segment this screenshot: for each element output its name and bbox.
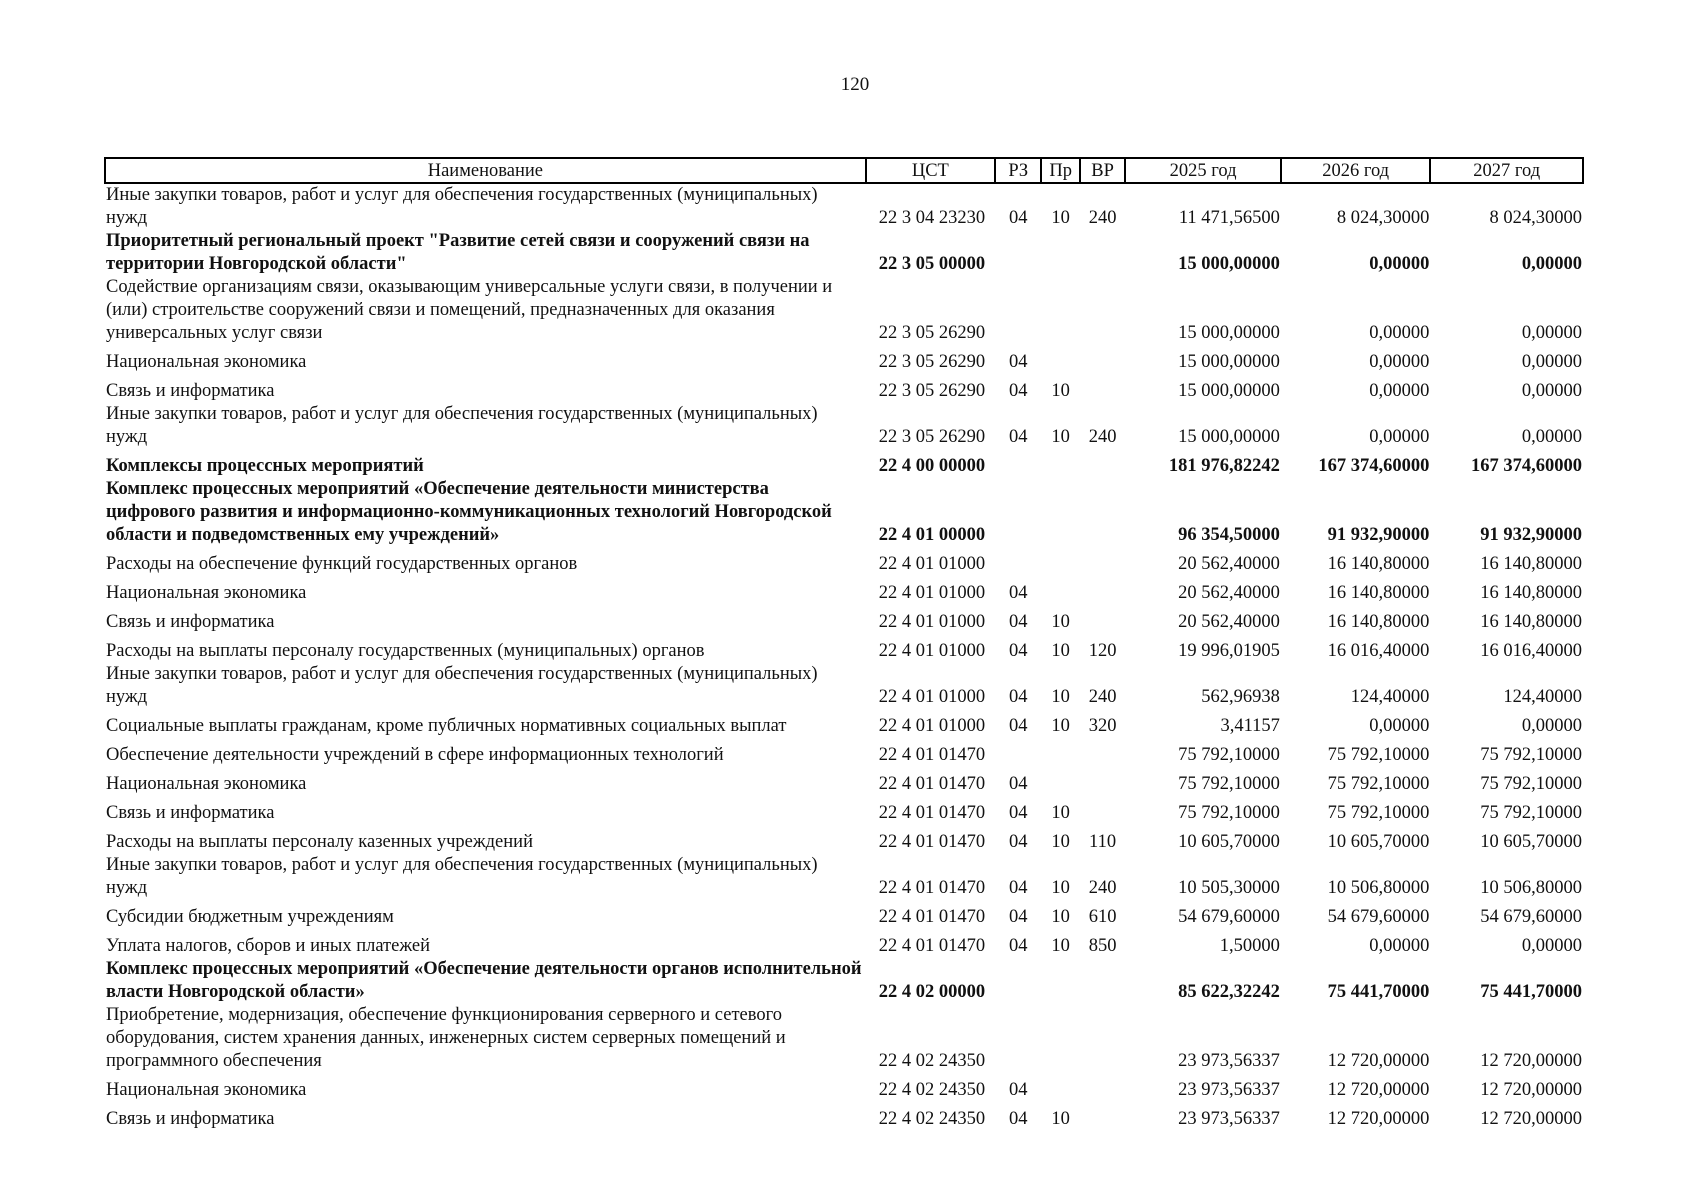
cell-vr	[1080, 1073, 1125, 1102]
cell-name: Комплекс процессных мероприятий «Обеспечение деятельности министерства цифрового развития и информационно-коммуникационных технологий Новгородской области и подведомственных ему учреждений»	[106, 479, 832, 545]
cell-pr: 10	[1051, 1109, 1070, 1129]
cell-name: Иные закупки товаров, работ и услуг для обеспечения государственных (муниципальных) нужд	[106, 855, 818, 898]
cell-2025: 23 973,56337	[1178, 1109, 1280, 1129]
table-row	[105, 345, 1583, 374]
cell-rz: 04	[1009, 907, 1028, 927]
cell-vr	[1080, 796, 1125, 825]
cell-rz: 04	[1009, 936, 1028, 956]
cell-2025: 181 976,82242	[1168, 456, 1280, 476]
cell-2026: 75 792,10000	[1327, 774, 1430, 794]
cell-cst: 22 4 01 01470	[878, 803, 986, 823]
cell-vr	[1080, 230, 1125, 276]
cell-2025: 15 000,00000	[1178, 352, 1280, 372]
cell-vr	[1080, 547, 1125, 576]
header-2026: 2026 год	[1281, 158, 1431, 183]
header-2027: 2027 год	[1430, 158, 1583, 183]
cell-cst: 22 3 04 23230	[878, 208, 986, 228]
cell-name: Социальные выплаты гражданам, кроме публичных нормативных социальных выплат	[106, 716, 787, 736]
cell-rz: 04	[1009, 208, 1028, 228]
cell-name: Комплекс процессных мероприятий «Обеспечение деятельности органов исполнительной власти Новгородской области»	[106, 959, 862, 1002]
cell-2027: 75 441,70000	[1480, 982, 1582, 1002]
cell-vr	[1080, 1102, 1125, 1131]
cell-pr	[1041, 345, 1079, 374]
table-row	[105, 825, 1583, 854]
table-row	[105, 1102, 1583, 1131]
cell-pr	[1041, 576, 1079, 605]
cell-pr	[1041, 738, 1079, 767]
cell-vr	[1080, 958, 1125, 1004]
cell-rz: 04	[1009, 381, 1028, 401]
cell-pr: 10	[1051, 208, 1070, 228]
cell-rz: 04	[1009, 803, 1028, 823]
cell-vr	[1080, 605, 1125, 634]
cell-cst: 22 3 05 00000	[878, 254, 986, 274]
cell-vr: 320	[1088, 716, 1117, 736]
cell-2025: 96 354,50000	[1178, 525, 1280, 545]
cell-vr: 240	[1088, 208, 1117, 228]
table-row	[105, 478, 1583, 547]
cell-2025: 562,96938	[1201, 687, 1280, 707]
cell-2025: 75 792,10000	[1178, 803, 1280, 823]
table-row	[105, 1004, 1583, 1073]
cell-cst: 22 4 02 00000	[878, 982, 986, 1002]
cell-rz: 04	[1009, 1080, 1028, 1100]
cell-rz: 04	[1009, 641, 1028, 661]
cell-2025: 11 471,56500	[1178, 208, 1280, 228]
table-row	[105, 276, 1583, 345]
cell-name: Расходы на обеспечение функций государственных органов	[106, 554, 578, 574]
cell-2026: 54 679,60000	[1327, 907, 1430, 927]
table-row	[105, 663, 1583, 709]
cell-vr: 850	[1088, 936, 1117, 956]
cell-rz: 04	[1009, 832, 1028, 852]
cell-2026: 10 506,80000	[1327, 878, 1430, 898]
cell-cst: 22 4 00 00000	[878, 456, 986, 476]
cell-rz: 04	[1009, 878, 1028, 898]
cell-cst: 22 4 01 01470	[878, 774, 986, 794]
header-name: Наименование	[105, 158, 866, 183]
cell-2026: 12 720,00000	[1327, 1051, 1430, 1071]
table-row	[105, 958, 1583, 1004]
cell-vr	[1080, 738, 1125, 767]
cell-2027: 12 720,00000	[1480, 1109, 1582, 1129]
cell-2027: 0,00000	[1521, 716, 1582, 736]
cell-rz: 04	[1009, 716, 1028, 736]
cell-2026: 12 720,00000	[1327, 1080, 1430, 1100]
cell-2026: 16 016,40000	[1327, 641, 1430, 661]
cell-rz	[995, 449, 1041, 478]
cell-rz: 04	[1009, 352, 1028, 372]
cell-2027: 0,00000	[1521, 936, 1582, 956]
cell-2027: 10 506,80000	[1480, 878, 1582, 898]
cell-2027: 10 605,70000	[1480, 832, 1582, 852]
header-vr: ВР	[1080, 158, 1125, 183]
cell-pr	[1041, 230, 1079, 276]
cell-2026: 0,00000	[1369, 716, 1430, 736]
header-2025: 2025 год	[1125, 158, 1281, 183]
cell-rz	[995, 230, 1041, 276]
cell-cst: 22 4 01 01000	[878, 583, 986, 603]
cell-2025: 20 562,40000	[1178, 612, 1280, 632]
cell-2025: 23 973,56337	[1178, 1051, 1280, 1071]
cell-pr: 10	[1051, 878, 1070, 898]
table-row	[105, 449, 1583, 478]
cell-pr: 10	[1051, 832, 1070, 852]
cell-name: Связь и информатика	[106, 1109, 275, 1129]
cell-2026: 75 792,10000	[1327, 745, 1430, 765]
cell-vr: 610	[1088, 907, 1117, 927]
cell-2025: 10 605,70000	[1178, 832, 1280, 852]
table-row	[105, 634, 1583, 663]
cell-cst: 22 3 05 26290	[878, 352, 986, 372]
cell-rz: 04	[1009, 427, 1028, 447]
cell-2027: 167 374,60000	[1471, 456, 1582, 476]
cell-name: Связь и информатика	[106, 381, 275, 401]
cell-2025: 15 000,00000	[1178, 254, 1280, 274]
table-row	[105, 374, 1583, 403]
cell-2025: 1,50000	[1219, 936, 1280, 956]
cell-vr: 110	[1089, 832, 1117, 852]
table-row	[105, 738, 1583, 767]
cell-pr: 10	[1051, 687, 1070, 707]
cell-2026: 12 720,00000	[1327, 1109, 1430, 1129]
cell-vr	[1080, 1004, 1125, 1073]
cell-cst: 22 3 05 26290	[878, 381, 986, 401]
cell-cst: 22 4 01 00000	[878, 525, 986, 545]
cell-2026: 8 024,30000	[1336, 208, 1430, 228]
cell-2027: 0,00000	[1521, 254, 1582, 274]
cell-cst: 22 4 01 01000	[878, 554, 986, 574]
cell-pr: 10	[1051, 427, 1070, 447]
cell-2025: 75 792,10000	[1178, 774, 1280, 794]
cell-2027: 0,00000	[1521, 323, 1582, 343]
cell-2025: 85 622,32242	[1178, 982, 1280, 1002]
cell-cst: 22 3 05 26290	[878, 427, 986, 447]
table-row	[105, 1073, 1583, 1102]
cell-vr: 240	[1088, 427, 1117, 447]
table-row	[105, 605, 1583, 634]
cell-name: Иные закупки товаров, работ и услуг для обеспечения государственных (муниципальных) нужд	[106, 404, 818, 447]
table-row	[105, 547, 1583, 576]
cell-rz: 04	[1009, 1109, 1028, 1129]
cell-2026: 0,00000	[1369, 427, 1430, 447]
cell-cst: 22 4 01 01000	[878, 716, 986, 736]
cell-cst: 22 4 01 01000	[878, 612, 986, 632]
cell-2025: 54 679,60000	[1178, 907, 1280, 927]
cell-rz: 04	[1009, 687, 1028, 707]
cell-cst: 22 4 02 24350	[878, 1109, 986, 1129]
cell-name: Связь и информатика	[106, 803, 275, 823]
cell-pr	[1041, 276, 1079, 345]
cell-cst: 22 4 01 01000	[878, 687, 986, 707]
cell-2026: 75 441,70000	[1327, 982, 1430, 1002]
table-row	[105, 230, 1583, 276]
cell-2027: 16 140,80000	[1480, 554, 1582, 574]
cell-name: Расходы на выплаты персоналу казенных учреждений	[106, 832, 533, 852]
cell-name: Приобретение, модернизация, обеспечение функционирования серверного и сетевого оборудования, систем хранения данных, инженерных систем серверных помещений и программного обеспечения	[106, 1005, 786, 1071]
cell-cst: 22 4 01 01470	[878, 907, 986, 927]
cell-2025: 19 996,01905	[1178, 641, 1280, 661]
cell-pr	[1041, 547, 1079, 576]
header-pr: Пр	[1041, 158, 1079, 183]
header-cst: ЦСТ	[866, 158, 995, 183]
cell-pr	[1041, 1073, 1079, 1102]
cell-2025: 15 000,00000	[1178, 427, 1280, 447]
cell-name: Расходы на выплаты персоналу государственных (муниципальных) органов	[106, 641, 705, 661]
cell-name: Иные закупки товаров, работ и услуг для обеспечения государственных (муниципальных) нужд	[106, 664, 818, 707]
cell-rz: 04	[1009, 774, 1028, 794]
table-row	[105, 576, 1583, 605]
cell-name: Связь и информатика	[106, 612, 275, 632]
cell-2026: 167 374,60000	[1318, 456, 1430, 476]
cell-pr: 10	[1051, 381, 1070, 401]
cell-cst: 22 3 05 26290	[878, 323, 986, 343]
cell-2025: 20 562,40000	[1178, 583, 1280, 603]
cell-cst: 22 4 02 24350	[878, 1080, 986, 1100]
cell-rz	[995, 1004, 1041, 1073]
cell-2026: 0,00000	[1369, 323, 1430, 343]
header-rz: РЗ	[995, 158, 1041, 183]
cell-name: Национальная экономика	[106, 774, 307, 794]
cell-2026: 0,00000	[1369, 352, 1430, 372]
cell-2027: 12 720,00000	[1480, 1080, 1582, 1100]
cell-2026: 16 140,80000	[1327, 612, 1430, 632]
cell-2025: 20 562,40000	[1178, 554, 1280, 574]
cell-cst: 22 4 01 01000	[878, 641, 986, 661]
cell-2027: 12 720,00000	[1480, 1051, 1582, 1071]
cell-pr: 10	[1051, 936, 1070, 956]
cell-name: Субсидии бюджетным учреждениям	[106, 907, 394, 927]
cell-vr: 240	[1088, 878, 1117, 898]
cell-vr: 120	[1088, 641, 1117, 661]
table-row	[105, 403, 1583, 449]
cell-2027: 16 016,40000	[1480, 641, 1582, 661]
cell-2027: 54 679,60000	[1480, 907, 1582, 927]
cell-vr	[1080, 374, 1125, 403]
cell-name: Уплата налогов, сборов и иных платежей	[106, 936, 431, 956]
cell-cst: 22 4 01 01470	[878, 878, 986, 898]
cell-vr: 240	[1088, 687, 1117, 707]
cell-2027: 0,00000	[1521, 381, 1582, 401]
table-row	[105, 796, 1583, 825]
cell-rz: 04	[1009, 612, 1028, 632]
cell-rz	[995, 276, 1041, 345]
cell-2025: 10 505,30000	[1178, 878, 1280, 898]
cell-cst: 22 4 01 01470	[878, 936, 986, 956]
cell-2026: 0,00000	[1369, 936, 1430, 956]
cell-cst: 22 4 01 01470	[878, 832, 986, 852]
cell-2025: 15 000,00000	[1178, 323, 1280, 343]
cell-2025: 3,41157	[1220, 716, 1280, 736]
cell-2027: 0,00000	[1521, 352, 1582, 372]
table-row	[105, 900, 1583, 929]
cell-rz	[995, 958, 1041, 1004]
table-body	[105, 183, 1583, 1131]
cell-vr	[1080, 478, 1125, 547]
cell-cst: 22 4 02 24350	[878, 1051, 986, 1071]
cell-2027: 75 792,10000	[1480, 803, 1582, 823]
cell-pr: 10	[1051, 641, 1070, 661]
cell-pr: 10	[1051, 716, 1070, 736]
cell-2025: 75 792,10000	[1178, 745, 1280, 765]
cell-2025: 15 000,00000	[1178, 381, 1280, 401]
cell-2026: 75 792,10000	[1327, 803, 1430, 823]
table-row	[105, 767, 1583, 796]
cell-2026: 0,00000	[1369, 381, 1430, 401]
cell-name: Иные закупки товаров, работ и услуг для обеспечения государственных (муниципальных) нужд	[106, 185, 818, 228]
cell-pr	[1041, 767, 1079, 796]
cell-2027: 16 140,80000	[1480, 612, 1582, 632]
cell-2027: 91 932,90000	[1480, 525, 1582, 545]
cell-pr: 10	[1051, 803, 1070, 823]
cell-2026: 16 140,80000	[1327, 583, 1430, 603]
cell-2026: 16 140,80000	[1327, 554, 1430, 574]
cell-vr	[1080, 345, 1125, 374]
cell-2027: 8 024,30000	[1489, 208, 1582, 228]
cell-rz	[995, 478, 1041, 547]
table-row	[105, 709, 1583, 738]
cell-name: Национальная экономика	[106, 352, 307, 372]
cell-2027: 0,00000	[1521, 427, 1582, 447]
page-number: 120	[840, 74, 870, 95]
cell-rz: 04	[1009, 583, 1028, 603]
cell-2026: 10 605,70000	[1327, 832, 1430, 852]
cell-pr	[1041, 478, 1079, 547]
cell-vr	[1080, 767, 1125, 796]
budget-table	[104, 157, 1584, 1131]
cell-name: Приоритетный региональный проект "Развитие сетей связи и сооружений связи на территории Новгородской области"	[106, 231, 810, 274]
cell-rz	[995, 547, 1041, 576]
table-row	[105, 854, 1583, 900]
table-row	[105, 183, 1583, 230]
cell-name: Комплексы процессных мероприятий	[106, 456, 424, 476]
cell-2026: 0,00000	[1369, 254, 1430, 274]
cell-vr	[1080, 449, 1125, 478]
cell-2027: 16 140,80000	[1480, 583, 1582, 603]
cell-2026: 124,40000	[1350, 687, 1430, 707]
cell-name: Национальная экономика	[106, 1080, 307, 1100]
cell-pr	[1041, 449, 1079, 478]
cell-rz	[995, 738, 1041, 767]
cell-2027: 124,40000	[1503, 687, 1582, 707]
cell-pr: 10	[1051, 907, 1070, 927]
cell-name: Национальная экономика	[106, 583, 307, 603]
cell-pr: 10	[1051, 612, 1070, 632]
cell-pr	[1041, 1004, 1079, 1073]
cell-2027: 75 792,10000	[1480, 774, 1582, 794]
cell-cst: 22 4 01 01470	[878, 745, 986, 765]
cell-2027: 75 792,10000	[1480, 745, 1582, 765]
table-header-row	[105, 158, 1583, 183]
cell-vr	[1080, 276, 1125, 345]
cell-vr	[1080, 576, 1125, 605]
table-row	[105, 929, 1583, 958]
cell-2025: 23 973,56337	[1178, 1080, 1280, 1100]
cell-2026: 91 932,90000	[1327, 525, 1430, 545]
cell-name: Обеспечение деятельности учреждений в сфере информационных технологий	[106, 745, 724, 765]
cell-pr	[1041, 958, 1079, 1004]
cell-name: Содействие организациям связи, оказывающим универсальные услуги связи, в получении и (или) строительстве сооружений связи и помещений, предназначенных для оказания универсальных услуг связи	[106, 277, 833, 343]
